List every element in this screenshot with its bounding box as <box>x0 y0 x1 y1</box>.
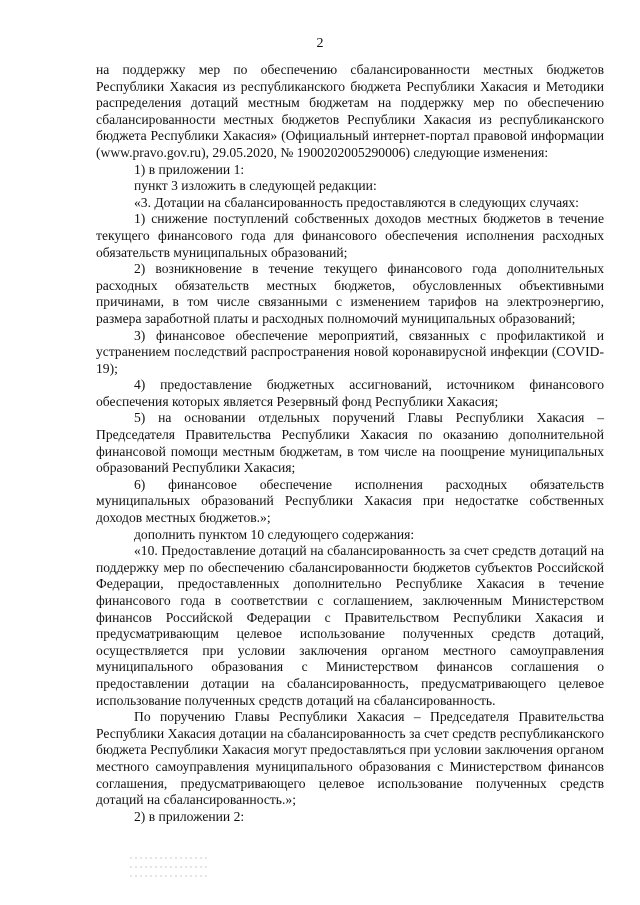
paragraph: 6) финансовое обеспечение исполнения расходных обязательств муниципальных образований Республики Хакасия при недостатке собственных доходов местных бюджетов.»; <box>96 476 604 526</box>
paragraph: «10. Предоставление дотаций на сбалансированность за счет средств дотаций на поддержку мер по обеспечению сбалансированности бюджетов субъектов Российской Федерации, предоставленных дополнительно Республике Хакасия в течение финансового года в соответствии с соглашением, заключенным Министерством финансов Российской Федерации с Правительством Республики Хакасия и предусматривающим целевое использование полученных средств дотаций, осуществляется при условии заключения органом местного самоуправления муниципального образования с Министерством финансов соглашения о предоставлении дотации на сбалансированность, предусматривающего целевое использование полученных средств дотаций на сбалансированность. <box>96 543 604 708</box>
paragraph: 3) финансовое обеспечение мероприятий, связанных с профилактикой и устранением последствий распространения новой коронавирусной инфекции (COVID-19); <box>96 327 604 376</box>
faint-scan-marks <box>130 850 210 890</box>
paragraph: 1) в приложении 1: <box>134 161 245 177</box>
paragraph: 4) предоставление бюджетных ассигнований, источником финансового обеспечения которых является Резервный фонд Республики Хакасия; <box>96 377 604 409</box>
paragraph: дополнить пунктом 10 следующего содержания: <box>134 526 415 542</box>
paragraph: По поручению Главы Республики Хакасия – Председателя Правительства Республики Хакасия дотации на сбалансированность за счет средств республиканского бюджета Республики Хакасия могут предоставляться при условии заключения органом местного самоуправления муниципального образования с Министерством финансов соглашения, предусматривающего целевое использование полученных средств дотаций на сбалансированность.»; <box>96 709 604 808</box>
paragraph: 2) в приложении 2: <box>134 808 245 824</box>
paragraph: 5) на основании отдельных поручений Главы Республики Хакасия – Председателя Правительства Республики Хакасия по оказанию дополнительной финансовой помощи местным бюджетам, в том числе на поощрение муниципальных образований Республики Хакасия; <box>96 410 604 476</box>
paragraph: 1) снижение поступлений собственных доходов местных бюджетов в течение текущего финансового года для финансового обеспечения исполнения расходных обязательств муниципальных образований; <box>96 211 604 260</box>
document-body <box>96 62 604 825</box>
page-number: 2 <box>316 36 324 51</box>
paragraph: на поддержку мер по обеспечению сбалансированности местных бюджетов Республики Хакасия из республиканского бюджета Республики Хакасия и Методики распределения дотаций местным бюджетам на поддержку мер по обеспечению сбалансированности местных бюджетов Республики Хакасия из республиканского бюджета Республики Хакасия» (Официальный интернет-портал правовой информации (www.pravo.gov.ru), 29.05.2020, № 1900202005290006) следующие изменения: <box>96 62 604 160</box>
paragraph: 2) возникновение в течение текущего финансового года дополнительных расходных обязательств местных бюджетов, обусловленных объективными причинами, в том числе связанными с изменением тарифов на электроэнергию, размера заработной платы и расходных полномочий муниципальных образований; <box>96 261 604 326</box>
paragraph: пункт 3 изложить в следующей редакции: <box>134 178 377 194</box>
paragraph: «3. Дотации на сбалансированность предоставляются в следующих случаях: <box>134 194 579 210</box>
